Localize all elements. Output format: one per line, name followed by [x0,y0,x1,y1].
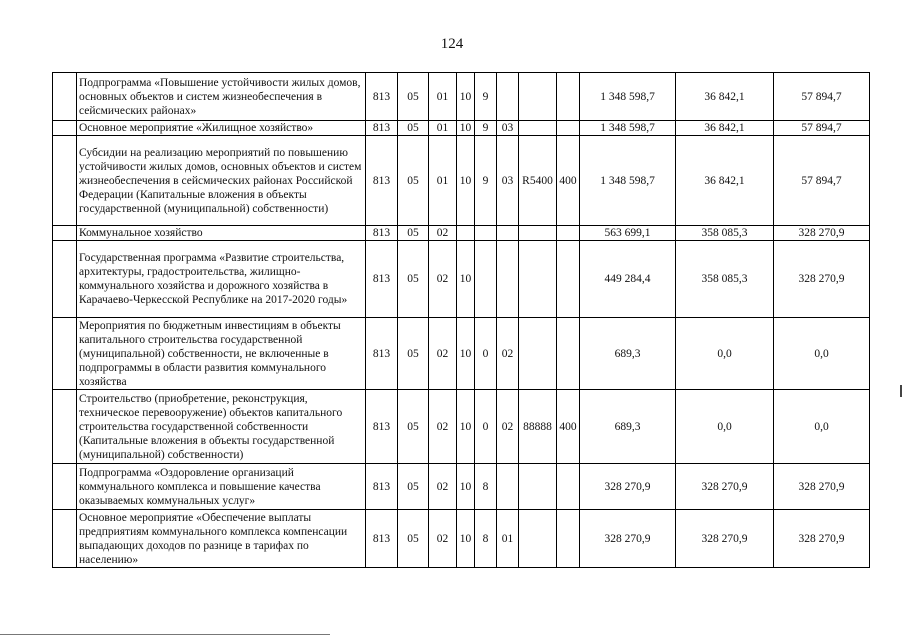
code-ministry: 813 [366,121,398,136]
code-direction [519,241,557,318]
code-ministry: 813 [366,241,398,318]
code-direction [519,121,557,136]
code-ministry: 813 [366,318,398,390]
code-direction: R5400 [519,136,557,226]
code-program: 10 [457,318,475,390]
code-program: 10 [457,121,475,136]
code-expense-type: 400 [557,136,580,226]
code-subsection: 02 [429,390,457,464]
code-section: 05 [398,136,429,226]
code-subprogram [475,241,497,318]
code-subsection: 02 [429,226,457,241]
amount-year-2: 0,0 [676,318,774,390]
row-name: Основное мероприятие «Обеспечение выплаты предприятиям коммунального комплекса компенсации выпадающих доходов по разнице в тарифах по населению» [77,510,366,568]
code-ministry: 813 [366,136,398,226]
amount-year-1: 689,3 [580,318,676,390]
row-name: Основное мероприятие «Жилищное хозяйство» [77,121,366,136]
code-expense-type [557,241,580,318]
row-margin-cell [53,241,77,318]
table-row [53,318,870,390]
code-subsection: 01 [429,73,457,121]
code-direction: 88888 [519,390,557,464]
margin-mark [900,385,902,397]
table-row [53,510,870,568]
row-name: Подпрограмма «Повышение устойчивости жилых домов, основных объектов и систем жизнеобеспечения в сейсмических районах» [77,73,366,121]
table-row [53,390,870,464]
amount-year-1: 1 348 598,7 [580,73,676,121]
amount-year-1: 1 348 598,7 [580,121,676,136]
code-activity [497,226,519,241]
code-subsection: 02 [429,510,457,568]
row-margin-cell [53,136,77,226]
amount-year-1: 328 270,9 [580,510,676,568]
code-activity: 03 [497,136,519,226]
code-direction [519,318,557,390]
amount-year-2: 0,0 [676,390,774,464]
row-margin-cell [53,226,77,241]
code-program [457,226,475,241]
code-expense-type [557,226,580,241]
amount-year-1: 328 270,9 [580,464,676,510]
code-section: 05 [398,464,429,510]
code-program: 10 [457,136,475,226]
row-name: Мероприятия по бюджетным инвестициям в объекты капитального строительства государственной (муниципальной) собственности, не включенные в подпрограммы в области развития коммунального хозяйства [77,318,366,390]
code-expense-type: 400 [557,390,580,464]
amount-year-3: 328 270,9 [774,510,870,568]
amount-year-2: 36 842,1 [676,136,774,226]
table-row [53,73,870,121]
amount-year-2: 358 085,3 [676,241,774,318]
row-margin-cell [53,510,77,568]
row-margin-cell [53,318,77,390]
code-section: 05 [398,318,429,390]
page-number: 124 [440,36,464,52]
code-section: 05 [398,390,429,464]
code-subprogram: 8 [475,510,497,568]
code-subprogram: 9 [475,136,497,226]
code-activity [497,241,519,318]
code-subsection: 01 [429,136,457,226]
amount-year-3: 57 894,7 [774,121,870,136]
code-direction [519,73,557,121]
code-ministry: 813 [366,390,398,464]
amount-year-3: 57 894,7 [774,73,870,121]
code-program: 10 [457,390,475,464]
code-program: 10 [457,510,475,568]
amount-year-1: 1 348 598,7 [580,136,676,226]
code-program: 10 [457,464,475,510]
code-section: 05 [398,226,429,241]
row-margin-cell [53,464,77,510]
code-activity [497,73,519,121]
table-row [53,136,870,226]
code-expense-type [557,510,580,568]
table-row [53,121,870,136]
code-ministry: 813 [366,510,398,568]
code-section: 05 [398,121,429,136]
code-activity: 03 [497,121,519,136]
code-expense-type [557,121,580,136]
amount-year-1: 449 284,4 [580,241,676,318]
code-direction [519,510,557,568]
budget-table [52,72,870,568]
code-activity: 01 [497,510,519,568]
code-subprogram: 9 [475,73,497,121]
code-program: 10 [457,241,475,318]
table-row [53,241,870,318]
amount-year-2: 36 842,1 [676,121,774,136]
amount-year-2: 328 270,9 [676,510,774,568]
row-name: Строительство (приобретение, реконструкция, техническое перевооружение) объектов капитального строительства государственной собственности (Капитальные вложения в объекты государственной (муниципальной) собственности) [77,390,366,464]
code-program: 10 [457,73,475,121]
code-ministry: 813 [366,226,398,241]
row-name: Коммунальное хозяйство [77,226,366,241]
amount-year-1: 563 699,1 [580,226,676,241]
code-activity: 02 [497,318,519,390]
amount-year-3: 0,0 [774,390,870,464]
code-subsection: 02 [429,241,457,318]
code-section: 05 [398,241,429,318]
amount-year-2: 36 842,1 [676,73,774,121]
amount-year-3: 328 270,9 [774,226,870,241]
code-subprogram [475,226,497,241]
code-activity [497,464,519,510]
row-name: Субсидии на реализацию мероприятий по повышению устойчивости жилых домов, основных объектов и систем жизнеобеспечения в сейсмических районах Российской Федерации (Капитальные вложения в объекты государственной (муниципальной) собственности) [77,136,366,226]
code-subsection: 01 [429,121,457,136]
code-direction [519,226,557,241]
row-margin-cell [53,73,77,121]
row-name: Подпрограмма «Оздоровление организаций коммунального комплекса и повышение качества оказываемых коммунальных услуг» [77,464,366,510]
code-subsection: 02 [429,464,457,510]
code-section: 05 [398,73,429,121]
amount-year-3: 328 270,9 [774,241,870,318]
row-margin-cell [53,121,77,136]
amount-year-1: 689,3 [580,390,676,464]
amount-year-2: 358 085,3 [676,226,774,241]
code-expense-type [557,318,580,390]
table-row [53,226,870,241]
code-activity: 02 [497,390,519,464]
code-subprogram: 0 [475,318,497,390]
amount-year-3: 57 894,7 [774,136,870,226]
code-subsection: 02 [429,318,457,390]
code-subprogram: 8 [475,464,497,510]
code-ministry: 813 [366,73,398,121]
code-expense-type [557,73,580,121]
table-row [53,464,870,510]
code-subprogram: 0 [475,390,497,464]
page-bottom-rule [0,634,330,635]
amount-year-3: 0,0 [774,318,870,390]
code-subprogram: 9 [475,121,497,136]
code-section: 05 [398,510,429,568]
code-direction [519,464,557,510]
amount-year-2: 328 270,9 [676,464,774,510]
code-expense-type [557,464,580,510]
code-ministry: 813 [366,464,398,510]
row-margin-cell [53,390,77,464]
row-name: Государственная программа «Развитие строительства, архитектуры, градостроительства, жилищно-коммунального хозяйства и дорожного хозяйства в Карачаево-Черкесской Республике на 2017-2020 годы» [77,241,366,318]
amount-year-3: 328 270,9 [774,464,870,510]
